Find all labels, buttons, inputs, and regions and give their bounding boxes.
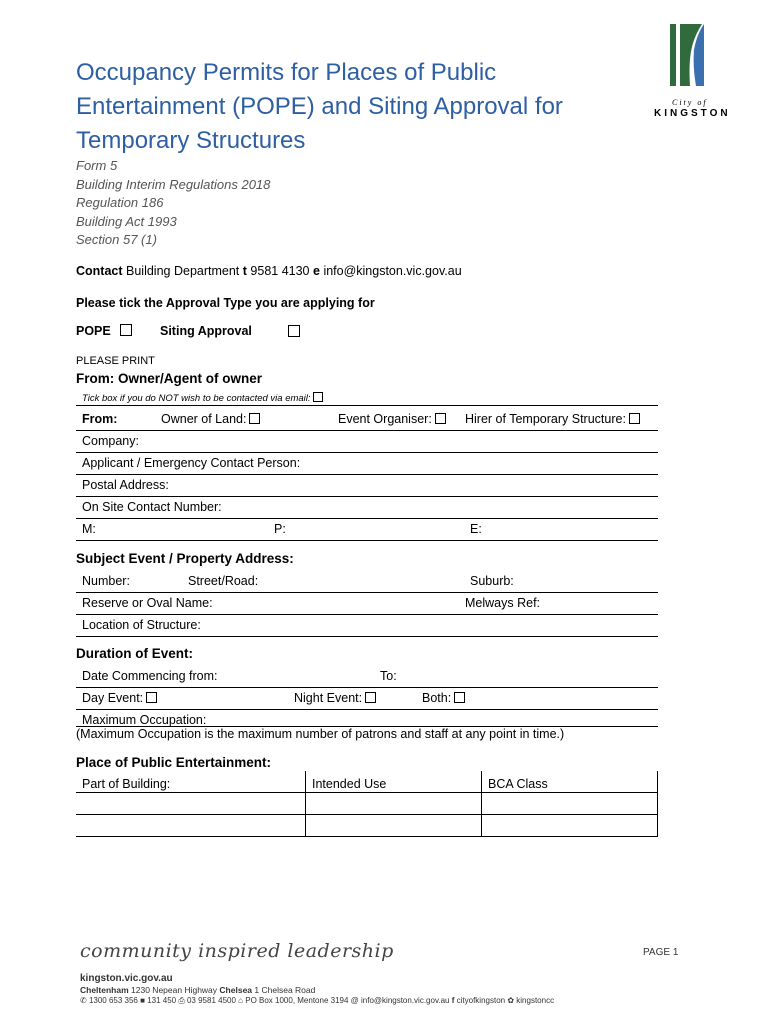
kingston-logo xyxy=(650,20,740,120)
footer-website[interactable]: kingston.vic.gov.au xyxy=(80,973,173,984)
suburb-label: Suburb: xyxy=(470,574,514,588)
pope-option xyxy=(76,324,132,338)
email-optout-label: Tick box if you do NOT wish to be contacted via email: xyxy=(82,393,311,404)
postal-label: Postal Address: xyxy=(82,478,169,492)
max-occupation-row[interactable] xyxy=(76,709,658,727)
onsite-label: On Site Contact Number: xyxy=(82,500,222,514)
from-row xyxy=(76,408,658,431)
hirer-label: Hirer of Temporary Structure: xyxy=(465,412,626,426)
regulation-number: Regulation 186 xyxy=(76,195,164,210)
location-row[interactable] xyxy=(76,614,658,637)
both-checkbox[interactable] xyxy=(454,692,465,703)
email-optout xyxy=(82,392,323,404)
street-label: Street/Road: xyxy=(188,574,259,588)
contact-phone: 9581 4130 xyxy=(250,264,310,278)
from-heading: From: Owner/Agent of owner xyxy=(76,371,263,386)
building-act: Building Act 1993 xyxy=(76,213,177,229)
siting-option xyxy=(160,324,252,338)
owner-option xyxy=(161,412,260,426)
mobile-label: M: xyxy=(82,522,96,536)
date-row[interactable] xyxy=(76,665,658,688)
table-line xyxy=(481,771,482,837)
contact-email[interactable]: info@kingston.vic.gov.au xyxy=(323,264,462,278)
owner-label: Owner of Land: xyxy=(161,412,247,426)
organiser-option xyxy=(338,412,446,426)
page-number: PAGE 1 xyxy=(643,947,679,958)
form-number: Form 5 xyxy=(76,158,118,173)
kingston-logo-mark xyxy=(650,20,740,96)
page-title xyxy=(76,56,596,158)
postal-row[interactable] xyxy=(76,474,658,497)
place-table xyxy=(76,771,658,837)
footer-contact-email[interactable]: info@kingston.vic.gov.au xyxy=(361,996,450,1005)
organiser-checkbox[interactable] xyxy=(435,413,446,424)
phone-icon: ✆ xyxy=(80,996,87,1005)
facebook-icon: f xyxy=(451,996,455,1005)
email-label: e xyxy=(313,264,320,278)
footer-contact-po: PO Box 1000, Mentone 3194 xyxy=(245,996,349,1005)
tis-icon: ■ xyxy=(140,996,145,1005)
organiser-label: Event Organiser: xyxy=(338,412,432,426)
office-address: 1230 Nepean Highway xyxy=(131,985,218,995)
table-line xyxy=(76,792,658,793)
footer-offices xyxy=(80,985,315,995)
column-part-of-building: Part of Building: xyxy=(82,777,171,791)
title-line: Entertainment (POPE) and Siting Approval for xyxy=(76,93,563,120)
table-line xyxy=(76,836,658,837)
logo-kingston: KINGSTON xyxy=(654,108,731,119)
company-label: Company: xyxy=(82,434,139,448)
applicant-label: Applicant / Emergency Contact Person: xyxy=(82,456,301,470)
office-address: 1 Chelsea Road xyxy=(254,985,316,995)
max-occupation-note: (Maximum Occupation is the maximum number of patrons and staff at any point in time.) xyxy=(76,727,565,741)
date-from-label: Date Commencing from: xyxy=(82,669,218,683)
footer-tagline: community inspired leadership xyxy=(80,940,394,962)
hirer-option xyxy=(465,412,640,426)
form-meta xyxy=(76,157,270,250)
footer-contact-phone: 1300 653 356 xyxy=(88,996,138,1005)
contact-line xyxy=(76,264,462,278)
optout-underline xyxy=(76,405,658,406)
both-option xyxy=(422,691,465,705)
night-label: Night Event: xyxy=(294,691,363,705)
footer-contact-fax: 03 9581 4500 xyxy=(186,996,236,1005)
phone-field-label: P: xyxy=(274,522,286,536)
siting-label: Siting Approval xyxy=(160,324,252,338)
office-name: Cheltenham xyxy=(80,985,129,995)
table-line xyxy=(657,771,658,837)
email-field-label: E: xyxy=(470,522,482,536)
location-label: Location of Structure: xyxy=(82,618,201,632)
footer-contact-tis: 131 450 xyxy=(147,996,177,1005)
day-checkbox[interactable] xyxy=(146,692,157,703)
day-label: Day Event: xyxy=(82,691,144,705)
onsite-row[interactable] xyxy=(76,496,658,519)
contact-department: Building Department xyxy=(126,264,240,278)
pope-label: POPE xyxy=(76,324,111,338)
contact-label: Contact xyxy=(76,264,123,278)
number-label: Number: xyxy=(82,574,130,588)
logo-city-of: City of xyxy=(672,98,708,107)
pope-checkbox[interactable] xyxy=(120,324,132,336)
night-option xyxy=(294,691,376,705)
mail-icon: ⌂ xyxy=(238,996,243,1005)
owner-checkbox[interactable] xyxy=(249,413,260,424)
date-to-label: To: xyxy=(380,669,397,683)
event-time-row xyxy=(76,687,658,710)
siting-checkbox[interactable] xyxy=(288,325,300,337)
table-line xyxy=(76,814,658,815)
phone-row[interactable] xyxy=(76,518,658,541)
email-icon: @ xyxy=(350,996,359,1005)
company-row[interactable] xyxy=(76,430,658,453)
phone-label: t xyxy=(242,264,247,278)
night-checkbox[interactable] xyxy=(365,692,376,703)
both-label: Both: xyxy=(422,691,452,705)
duration-heading: Duration of Event: xyxy=(76,646,193,661)
fax-icon: ⎙ xyxy=(178,996,185,1005)
subject-heading: Subject Event / Property Address: xyxy=(76,551,294,566)
table-line xyxy=(305,771,306,837)
please-print: PLEASE PRINT xyxy=(76,355,155,367)
email-optout-checkbox[interactable] xyxy=(313,392,323,402)
max-occupation-label: Maximum Occupation: xyxy=(82,713,207,727)
column-intended-use: Intended Use xyxy=(312,777,387,791)
hirer-checkbox[interactable] xyxy=(629,413,640,424)
from-label: From: xyxy=(82,412,118,426)
melways-label: Melways Ref: xyxy=(465,596,541,610)
footer-contact-facebook[interactable]: cityofkingston xyxy=(456,996,506,1005)
twitter-icon: ✿ xyxy=(507,996,515,1005)
place-heading: Place of Public Entertainment: xyxy=(76,755,272,770)
title-line: Occupancy Permits for Places of Public xyxy=(76,59,497,86)
office-name: Chelsea xyxy=(219,985,253,995)
address-row[interactable] xyxy=(76,570,658,593)
regulations: Building Interim Regulations 2018 xyxy=(76,176,271,192)
footer-contacts xyxy=(80,996,554,1006)
section: Section 57 (1) xyxy=(76,232,157,247)
reserve-label: Reserve or Oval Name: xyxy=(82,596,213,610)
day-option xyxy=(82,691,157,705)
applicant-row[interactable] xyxy=(76,452,658,475)
title-line: Temporary Structures xyxy=(76,127,306,154)
reserve-row[interactable] xyxy=(76,592,658,615)
column-bca-class: BCA Class xyxy=(488,777,548,791)
footer-contact-twitter[interactable]: kingstoncc xyxy=(516,996,555,1005)
approval-prompt: Please tick the Approval Type you are applying for xyxy=(76,296,375,310)
